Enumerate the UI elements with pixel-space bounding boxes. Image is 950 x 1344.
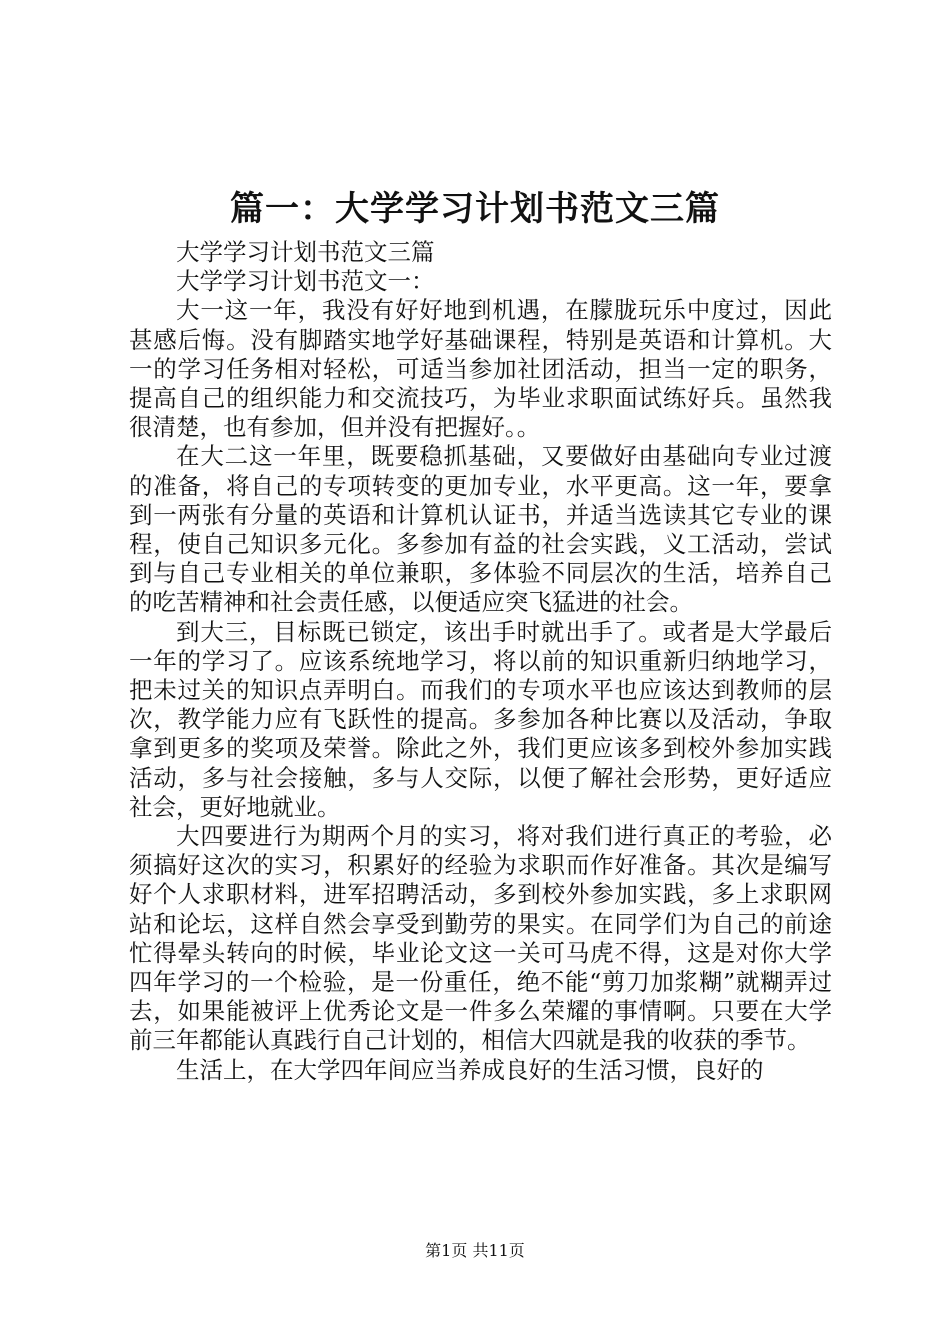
paragraph-year-two: 在大二这一年里，既要稳抓基础，又要做好由基础向专业过渡的准备，将自己的专项转变的更加专业，水平更高。这一年，要拿到一两张有分量的英语和计算机认证书，并适当选读其它专业的课程，使自己知识多元化。多参加有益的社会实践，义工活动，尝试到与自己专业相关的单位兼职，多体验不同层次的生活，培养自己的吃苦精神和社会责任感，以便适应突飞猛进的社会。: [129, 442, 832, 617]
paragraph-year-four: 大四要进行为期两个月的实习，将对我们进行真正的考验，必须搞好这次的实习，积累好的经验为求职而作好准备。其次是编写好个人求职材料，进军招聘活动，多到校外参加实践，多上求职网站和论坛，这样自然会享受到勤劳的果实。在同学们为自己的前途忙得晕头转向的时候，毕业论文这一关可马虎不得，这是对你大学四年学习的一个检验，是一份重任，绝不能“剪刀加浆糊”就糊弄过去，如果能被评上优秀论文是一件多么荣耀的事情啊。只要在大学前三年都能认真践行自己计划的，相信大四就是我的收获的季节。: [129, 822, 832, 1055]
paragraph-year-one: 大一这一年，我没有好好地到机遇，在朦胧玩乐中度过，因此甚感后悔。没有脚踏实地学好基础课程，特别是英语和计算机。大一的学习任务相对轻松，可适当参加社团活动，担当一定的职务，提高自己的组织能力和交流技巧，为毕业求职面试练好兵。虽然我很清楚，也有参加，但并没有把握好。。: [129, 296, 832, 442]
paragraph-life: 生活上，在大学四年间应当养成良好的生活习惯，良好的: [176, 1055, 764, 1084]
document-body: [129, 238, 832, 1085]
paragraph-year-three: 到大三，目标既已锁定，该出手时就出手了。或者是大学最后一年的学习了。应该系统地学习，将以前的知识重新归纳地学习，把未过关的知识点弄明白。而我们的专项水平也应该达到教师的层次，教学能力应有飞跃性的提高。多参加各种比赛以及活动，争取拿到更多的奖项及荣誉。除此之外，我们更应该多到校外参加实践活动，多与社会接触，多与人交际，以便了解社会形势，更好适应社会，更好地就业。: [129, 617, 832, 821]
paragraph-subtitle: 大学学习计划书范文三篇: [176, 238, 435, 266]
page-number-footer: 第1页 共11页: [425, 1241, 525, 1260]
document-title: 篇一：大学学习计划书范文三篇: [230, 189, 720, 229]
paragraph-heading: 大学学习计划书范文一：: [176, 267, 435, 296]
